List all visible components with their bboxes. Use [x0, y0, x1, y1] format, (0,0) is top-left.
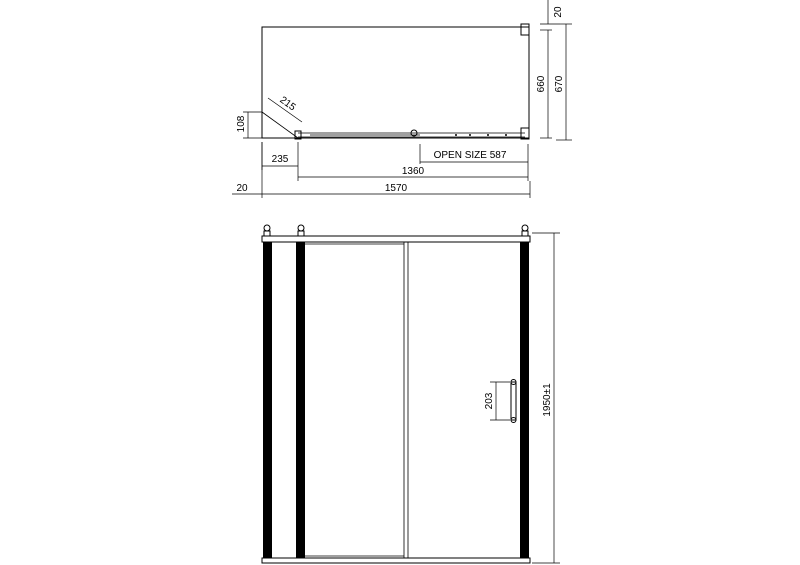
elevation-knob-stem — [264, 231, 270, 236]
dim-overall-width-label: 1570 — [384, 183, 408, 194]
dim-top-edge — [540, 0, 564, 24]
dim-gap-left — [232, 142, 262, 198]
dim-height — [532, 233, 560, 563]
dim-top-edge-label: 20 — [553, 6, 564, 18]
plan-post-top — [521, 24, 529, 35]
dim-height-label: 1950±1 — [542, 383, 553, 417]
elevation-wall-profile-left — [263, 242, 272, 558]
dim-overall-width — [262, 181, 530, 198]
dim-handle-length-label: 203 — [484, 392, 495, 410]
dim-door-span-label: 1360 — [401, 166, 425, 177]
dim-door-span — [298, 164, 528, 181]
plan-dot — [469, 134, 471, 136]
dim-depth-outer — [554, 24, 572, 140]
plan-dot — [487, 134, 489, 136]
dim-open-size-label: OPEN SIZE 587 — [433, 150, 507, 161]
elevation-knob-stem — [298, 231, 304, 236]
elevation-view — [262, 225, 560, 563]
dim-angle-return — [268, 95, 302, 122]
elevation-knob — [264, 225, 270, 231]
plan-angled-panel — [262, 112, 298, 138]
dim-open-size — [420, 144, 528, 164]
elevation-knob — [522, 225, 528, 231]
plan-dot — [505, 134, 507, 136]
elevation-panel-post — [296, 242, 305, 558]
dim-wall-return-label: 108 — [236, 115, 247, 133]
plan-dot — [455, 134, 457, 136]
plan-view — [232, 0, 572, 198]
plan-outline — [262, 27, 529, 138]
dim-wall-return — [236, 112, 262, 138]
dim-gap-left-label: 20 — [236, 183, 248, 194]
elevation-knob — [298, 225, 304, 231]
dim-angle-return-label: 215 — [277, 94, 298, 114]
elevation-bottom-rail — [262, 558, 530, 563]
elevation-knob-stem — [522, 231, 528, 236]
elevation-top-rail — [262, 236, 530, 242]
elevation-door-handle — [511, 382, 516, 420]
dim-depth-inner-label: 660 — [536, 75, 547, 93]
dim-panel-offset-label: 235 — [271, 154, 289, 165]
dim-depth-outer-label: 670 — [554, 75, 565, 93]
dim-handle-length — [484, 382, 510, 420]
dim-depth-inner — [536, 30, 552, 138]
dim-panel-offset — [262, 142, 298, 170]
elevation-wall-profile-right — [520, 242, 529, 558]
